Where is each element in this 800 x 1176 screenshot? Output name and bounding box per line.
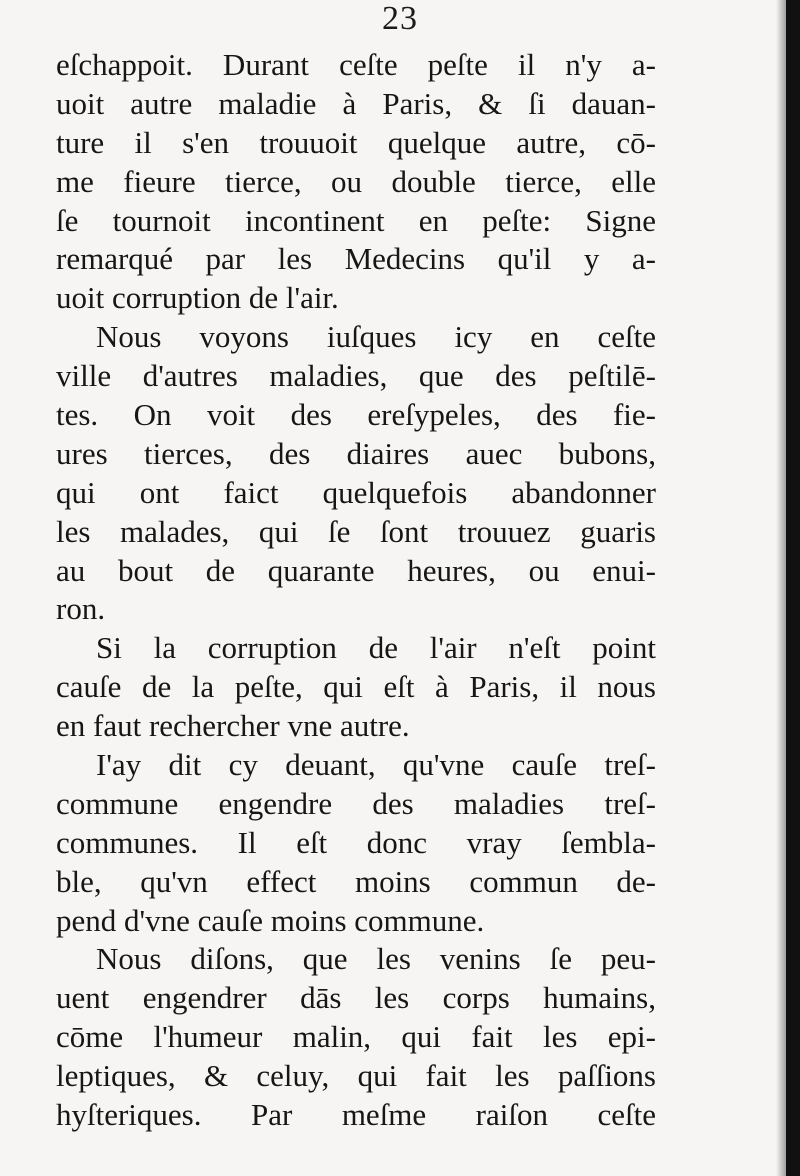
text-line: leptiques, & celuy, qui fait les paſſions xyxy=(56,1058,656,1094)
text-line: ture il s'en trouuoit quelque autre, cō- xyxy=(56,124,656,160)
text-line: me fieure tierce, ou double tierce, elle xyxy=(56,163,656,199)
paragraph-start-line: Nous voyons iuſques icy en ceſte xyxy=(96,319,656,355)
text-line: les malades, qui ſe ſont trouuez guaris xyxy=(56,513,656,549)
text-line: commune engendre des maladies treſ- xyxy=(56,785,656,821)
text-line: en faut rechercher vne autre. xyxy=(56,708,410,744)
text-line: eſchappoit. Durant ceſte peſte il n'y a- xyxy=(56,47,656,82)
paragraph-start-line: Nous diſons, que les venins ſe peu- xyxy=(96,941,656,977)
text-line: ſe tournoit incontinent en peſte: Signe xyxy=(56,202,656,238)
page-edge xyxy=(786,0,800,1176)
text-line: ures tierces, des diaires auec bubons, xyxy=(56,435,656,471)
text-line: au bout de quarante heures, ou enui- xyxy=(56,552,656,588)
text-line: uent engendrer dās les corps humains, xyxy=(56,980,656,1016)
text-line: uoit corruption de l'air. xyxy=(56,280,339,316)
text-line: remarqué par les Medecins qu'il y a- xyxy=(56,241,656,277)
text-line: pend d'vne cauſe moins commune. xyxy=(56,902,485,938)
text-line: hyſteriques. Par meſme raiſon ceſte xyxy=(56,1097,656,1133)
page-number: 23 xyxy=(382,0,418,37)
text-line: uoit autre maladie à Paris, & ſi dauan- xyxy=(56,85,656,121)
text-line: cōme l'humeur malin, qui fait les epi- xyxy=(56,1019,656,1055)
paragraph-start-line: I'ay dit cy deuant, qu'vne cauſe treſ- xyxy=(96,747,656,783)
text-line: ble, qu'vn effect moins commun de- xyxy=(56,863,656,899)
paragraph-start-line: Si la corruption de l'air n'eſt point xyxy=(96,630,656,666)
text-line: communes. Il eſt donc vray ſembla- xyxy=(56,824,656,860)
text-line: tes. On voit des ereſypeles, des fie- xyxy=(56,397,656,433)
body-text xyxy=(56,46,656,1135)
text-line: ron. xyxy=(56,591,106,627)
text-line: ville d'autres maladies, que des peſtilē- xyxy=(56,358,656,394)
text-line: qui ont faict quelquefois abandonner xyxy=(56,474,656,510)
text-line: cauſe de la peſte, qui eſt à Paris, il nous xyxy=(56,669,656,705)
page-edge-shadow xyxy=(776,0,786,1176)
